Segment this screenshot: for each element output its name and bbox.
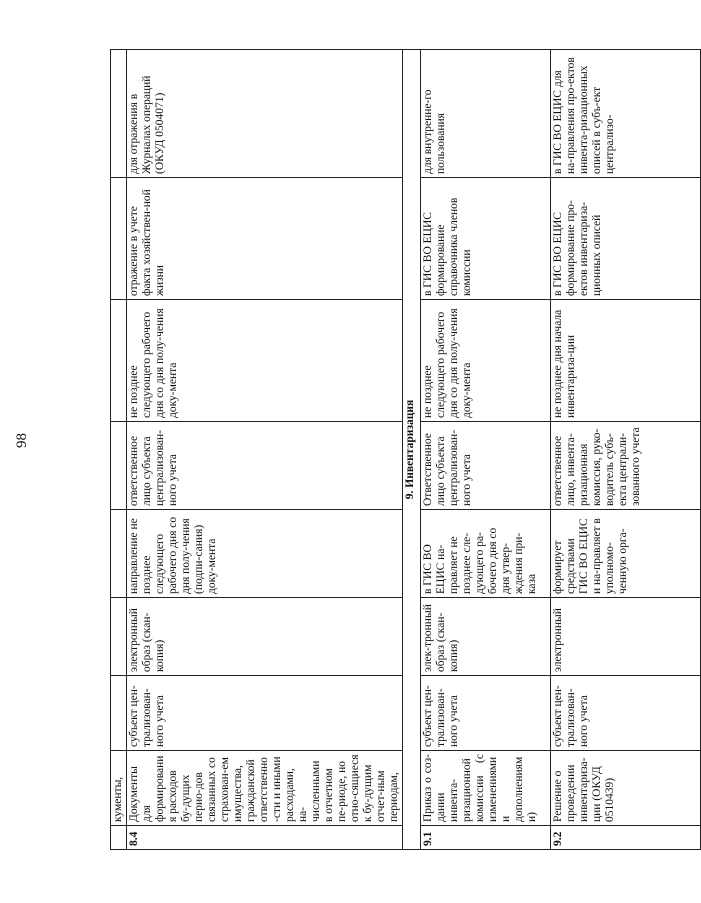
rotated-table-wrapper [110, 50, 642, 850]
creator-cell: субъект цен-трализован-ного учета [421, 676, 551, 751]
result-cell: в ГИС ВО ЕЦИС формирование про-ектов инвентариза-ционных описей [551, 178, 701, 300]
table-row [127, 50, 403, 850]
responsible-cell: ответственное лицо, инвента-ризационная комиссия, руко-водитель субъ-екта централи-зованного учета [551, 422, 701, 510]
result-cell: отражение в учете факта хозяйствен-ной жизни [127, 178, 403, 300]
result-cell: в ГИС ВО ЕЦИС формирование справочника членов комиссии [421, 178, 551, 300]
document-cell: кументы, [111, 751, 127, 826]
form-cell: элек-тронный образ (скан-копия) [421, 598, 551, 676]
row-number [111, 826, 127, 850]
responsible-cell [111, 422, 127, 510]
creator-cell [111, 676, 127, 751]
responsible-cell: ответственное лицо субъекта централизован-ного учета [127, 422, 403, 510]
method-cell: формирует средствами ГИС ВО ЕЦИС и на-правляет в уполномо-ченную орга- [551, 510, 701, 598]
table-body [111, 50, 701, 850]
table-row [421, 50, 551, 850]
responsible-cell: Ответственное лицо субъекта централизован-ного учета [421, 422, 551, 510]
creator-cell: субъект цен-трализован-ного учета [127, 676, 403, 751]
creator-cell: субъект цен-трализован-ного учета [551, 676, 701, 751]
regulation-table [110, 49, 701, 850]
section-title: 9. Инвентаризация [403, 50, 421, 850]
note-cell: для внутренне-го пользования [421, 50, 551, 178]
page-number: 98 [14, 433, 30, 448]
deadline-cell [111, 300, 127, 422]
deadline-cell: не позднее следующего рабочего дня со дня полу-чения доку-мента [421, 300, 551, 422]
row-number: 9.2 [551, 826, 701, 850]
document-cell: Документы для формирования расходов бу-дущих перио-дов связанных со страхован-ем имущества, гражданской ответственно-сти и иными расходами, на-численными в отчетном пе-риоде, но отно-сящиеся к бу-дущим отчет-ным периодам, [127, 751, 403, 826]
form-cell: электронный образ (скан-копия) [127, 598, 403, 676]
document-cell: Приказ о соз-дании инвента-ризационной комиссии (с изменениями и дополнениями) [421, 751, 551, 826]
note-cell [111, 50, 127, 178]
method-cell: направление не позднее следующего рабочего дня со дня полу-чения (подпи-сания) доку-мента [127, 510, 403, 598]
deadline-cell: не позднее дня начала инвентариза-ции [551, 300, 701, 422]
table-row [551, 50, 701, 850]
section-row [403, 50, 421, 850]
note-cell: в ГИС ВО ЕЦИС для на-правления про-ектов инвента-ризационных описей в субъ-ект централизо- [551, 50, 701, 178]
form-cell: электронный [551, 598, 701, 676]
form-cell [111, 598, 127, 676]
deadline-cell: не позднее следующего рабочего дня со дня полу-чения доку-мента [127, 300, 403, 422]
table-row-continuation [111, 50, 127, 850]
note-cell: для отражения в Журналах операций (ОКУД 0504071) [127, 50, 403, 178]
row-number: 9.1 [421, 826, 551, 850]
result-cell [111, 178, 127, 300]
method-cell [111, 510, 127, 598]
method-cell: в ГИС ВО ЕЦИС на-правляет не позднее сле-дующего ра-бочего дня со дня утвер-ждения при-каза [421, 510, 551, 598]
row-number: 8.4 [127, 826, 403, 850]
document-cell: Решение о проведении инвентариза-ции (ОКУД 0510439) [551, 751, 701, 826]
